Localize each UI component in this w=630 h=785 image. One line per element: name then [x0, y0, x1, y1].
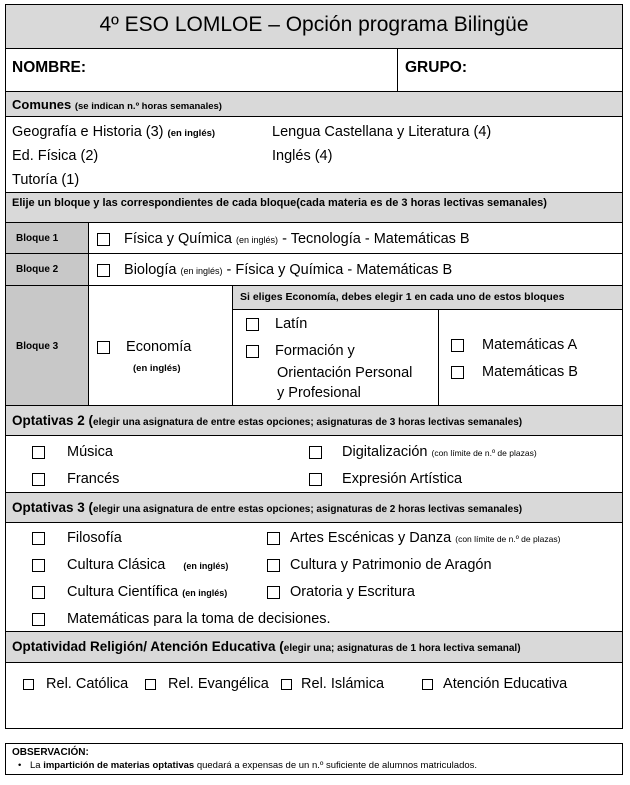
bloque1-checkbox[interactable] [97, 233, 110, 246]
page-title: 4º ESO LOMLOE – Opción programa Bilingüe [99, 13, 529, 36]
religion-label: Rel. Católica [46, 676, 129, 692]
optativa3-option[interactable] [267, 583, 415, 601]
observation-text [18, 760, 477, 772]
optativa3-label: Cultura Clásica [67, 557, 166, 573]
optativa2-label: Francés [67, 471, 120, 487]
group-label: GRUPO: [405, 59, 467, 76]
mat-a-label: Matemáticas A [482, 337, 578, 353]
comun-subject-note: (en inglés) [167, 128, 216, 139]
bloque1-label: Bloque 1 [16, 233, 59, 244]
bloque1-rest: - Tecnología - Matemáticas B [282, 231, 470, 247]
observation-text-post: quedará a expensas de un n.º suficiente de alumnos matriculados. [196, 760, 478, 771]
economia-checkbox[interactable] [97, 341, 110, 354]
optativa2-note: (con límite de n.º de plazas) [431, 448, 537, 458]
name-field[interactable] [100, 52, 392, 88]
bloque2-label: Bloque 2 [16, 264, 59, 275]
comun-subject-name: Inglés (4) [272, 148, 333, 164]
religion-option[interactable] [23, 675, 128, 693]
comunes-heading-note: (se indican n.º horas semanales) [74, 101, 222, 112]
religion-label: Rel. Evangélica [168, 676, 269, 692]
bloque3-subheading: Si eliges Economía, debes elegir 1 en cada uno de estos bloques [240, 291, 565, 303]
optativa3-option[interactable] [267, 529, 560, 548]
optativa3-checkbox[interactable] [32, 586, 45, 599]
optativa3-checkbox[interactable] [32, 532, 45, 545]
optativa3-label: Oratoria y Escritura [290, 584, 415, 600]
economia-option[interactable] [97, 338, 191, 356]
optativa2-option[interactable] [32, 443, 113, 461]
optativa3-option[interactable] [32, 583, 227, 602]
optativas3-heading [12, 499, 522, 519]
optativa3-label: Matemáticas para la toma de decisiones. [67, 611, 331, 627]
optativa3-checkbox[interactable] [32, 559, 45, 572]
optativa3-label: Cultura Científica [67, 584, 179, 600]
religion-option[interactable] [145, 675, 269, 693]
comun-subject-name: Lengua Castellana y Literatura (4) [272, 124, 492, 140]
optativa3-label: Filosofía [67, 530, 122, 546]
religion-heading-note: elegir una; asignaturas de 1 hora lectiva semanal) [283, 643, 521, 654]
comun-subject [12, 147, 98, 165]
optativa3-label: Artes Escénicas y Danza [290, 530, 452, 546]
optativa3-checkbox[interactable] [32, 613, 45, 626]
bloque2-option[interactable] [97, 261, 452, 280]
economia-note: (en inglés) [133, 363, 181, 374]
comunes-heading [12, 96, 222, 116]
comun-subject-name: Geografía e Historia (3) [12, 124, 164, 140]
comun-subject [12, 123, 215, 143]
religion-label: Rel. Islámica [301, 676, 385, 692]
optativas3-heading-title: Optativas 3 ( [12, 500, 94, 515]
fopp-checkbox[interactable] [246, 345, 259, 358]
optativa2-option[interactable] [309, 443, 537, 462]
optativa3-note: (en inglés) [182, 588, 228, 598]
religion-option[interactable] [281, 675, 384, 693]
group-field[interactable] [475, 52, 617, 88]
fopp-label-line3: y Profesional [277, 385, 361, 401]
fopp-option[interactable] [246, 342, 355, 360]
optativa3-note: (con límite de n.º de plazas) [455, 534, 561, 544]
optativa3-checkbox[interactable] [267, 559, 280, 572]
comun-subject-name: Ed. Física (2) [12, 148, 99, 164]
optativa3-note: (en inglés) [183, 561, 229, 571]
optativas2-heading [12, 412, 522, 432]
optativa2-checkbox[interactable] [32, 446, 45, 459]
name-group-divider [397, 49, 398, 92]
economia-label: Economía [126, 339, 192, 355]
optativa2-label: Digitalización [342, 444, 428, 460]
bloque2-first-subject: Biología [124, 262, 177, 278]
optativa3-label: Cultura y Patrimonio de Aragón [290, 557, 492, 573]
bloque1-row-border [89, 253, 622, 254]
optativa3-checkbox[interactable] [267, 586, 280, 599]
observation-text-bold: impartición de materias optativas [43, 760, 195, 771]
mat-b-option[interactable] [451, 363, 578, 381]
mat-b-checkbox[interactable] [451, 366, 464, 379]
fopp-label-line2: Orientación Personal [277, 365, 413, 381]
optativa2-checkbox[interactable] [309, 473, 322, 486]
comun-subject [272, 123, 491, 141]
bloque1-note: (en inglés) [236, 235, 279, 245]
bloque2-checkbox[interactable] [97, 264, 110, 277]
optativa3-option[interactable] [32, 529, 122, 547]
comun-subject [12, 171, 79, 189]
optativa2-label: Expresión Artística [342, 471, 463, 487]
optativa2-option[interactable] [32, 470, 119, 488]
optativas2-heading-note: elegir una asignatura de entre estas opciones; asignaturas de 3 horas lectivas semanales) [93, 417, 523, 428]
bloque2-rest: - Física y Química - Matemáticas B [226, 262, 453, 278]
religion-checkbox[interactable] [23, 679, 34, 690]
bloque3-group-divider [438, 310, 439, 405]
mat-b-label: Matemáticas B [482, 364, 578, 380]
observation-text-pre: La [29, 760, 41, 771]
optativa3-option[interactable] [32, 610, 331, 628]
optativa2-checkbox[interactable] [309, 446, 322, 459]
bloque3-label: Bloque 3 [16, 341, 59, 352]
religion-label: Atención Educativa [443, 676, 568, 692]
mat-a-checkbox[interactable] [451, 339, 464, 352]
latin-label: Latín [275, 316, 308, 332]
optativa3-checkbox[interactable] [267, 532, 280, 545]
bloque2-note: (en inglés) [180, 266, 223, 276]
fopp-label-line1: Formación y [275, 343, 355, 359]
latin-checkbox[interactable] [246, 318, 259, 331]
religion-checkbox[interactable] [145, 679, 156, 690]
bullet-icon: • [18, 760, 22, 771]
optativas2-heading-title: Optativas 2 ( [12, 413, 94, 428]
comun-subject [272, 147, 332, 165]
comunes-heading-title: Comunes [12, 97, 72, 112]
religion-heading [12, 638, 521, 658]
optativa3-option[interactable] [267, 556, 492, 574]
bloques-heading: Elije un bloque y las correspondientes de cada bloque(cada materia es de 3 horas lectivas semanales) [12, 197, 547, 209]
religion-option[interactable] [422, 675, 567, 693]
optativas3-heading-note: elegir una asignatura de entre estas opciones; asignaturas de 2 horas lectivas semanales) [93, 504, 523, 515]
latin-option[interactable] [246, 315, 307, 333]
bloque1-option[interactable] [97, 230, 470, 249]
comun-subject-name: Tutoría (1) [12, 172, 80, 188]
optativa2-label: Música [67, 444, 113, 460]
mat-a-option[interactable] [451, 336, 577, 354]
name-label: NOMBRE: [12, 59, 87, 76]
optativa2-option[interactable] [309, 470, 462, 488]
optativa2-checkbox[interactable] [32, 473, 45, 486]
religion-checkbox[interactable] [422, 679, 433, 690]
bloque1-first-subject: Física y Química [124, 231, 232, 247]
observation-heading: OBSERVACIÓN: [12, 747, 89, 758]
optativa3-option[interactable] [32, 556, 228, 575]
religion-checkbox[interactable] [281, 679, 292, 690]
religion-heading-title: Optatividad Religión/ Atención Educativa ( [12, 639, 284, 654]
